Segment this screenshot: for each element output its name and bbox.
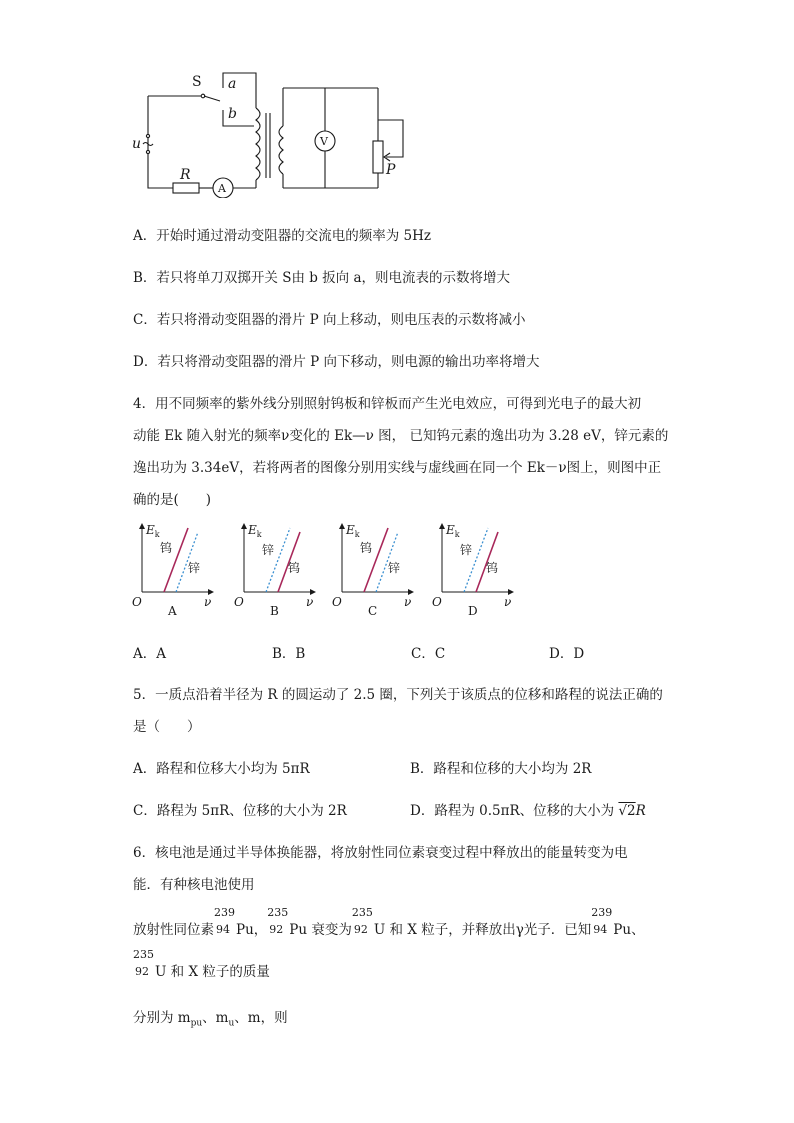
zinc-label: 锌 bbox=[388, 561, 401, 575]
tungsten-solid-line bbox=[364, 528, 388, 592]
q3-option-b[interactable]: B．若只将单刀双掷开关 S由 b 扳向 a，则电流表的示数将增大 bbox=[133, 270, 511, 286]
q6-pu-text: Pu， bbox=[236, 922, 268, 938]
origin-label: O bbox=[234, 595, 244, 609]
isotope-u235-b: 235 92 bbox=[133, 948, 154, 978]
zinc-label: 锌 bbox=[262, 543, 275, 557]
q5-option-d[interactable] bbox=[410, 799, 646, 819]
ek-axis-arrow bbox=[439, 523, 445, 529]
label-a: a bbox=[228, 76, 237, 92]
ek-axis-arrow bbox=[339, 523, 345, 529]
ek-nu-graph-a bbox=[130, 520, 220, 620]
ek-label: $E_k$ bbox=[248, 523, 262, 539]
tungsten-label: 钨 bbox=[160, 541, 173, 555]
nu-label: ν bbox=[204, 595, 212, 609]
q4-option-d[interactable]: D．D bbox=[549, 646, 585, 662]
origin-label: O bbox=[132, 595, 142, 609]
q5-option-a[interactable]: A．路程和位移大小均为 5πR bbox=[133, 761, 310, 777]
origin-label: O bbox=[332, 595, 342, 609]
nu-label: ν bbox=[306, 595, 314, 609]
q5-option-d-sqrt: √2 bbox=[618, 803, 636, 819]
q6-stem-line5 bbox=[133, 1006, 288, 1029]
isotope-u235: 235 92 bbox=[351, 906, 373, 936]
ek-label: $E_k$ bbox=[446, 523, 460, 539]
nu-label: ν bbox=[404, 595, 412, 609]
isotope-pu239-b: 239 94 bbox=[591, 906, 613, 936]
graph-letter: B bbox=[270, 604, 279, 618]
q6-stem-line2: 能．有种核电池使用 bbox=[133, 877, 255, 893]
label-P: P bbox=[386, 162, 396, 178]
q6-l5-sub1: pu bbox=[190, 1018, 203, 1029]
q4-option-c[interactable]: C．C bbox=[411, 646, 446, 662]
q6-l5-pre: 分别为 m bbox=[133, 1010, 191, 1026]
q6-stem-line1: 6．核电池是通过半导体换能器，将放射性同位素衰变过程中释放出的能量转变为电 bbox=[133, 845, 628, 861]
label-S: S bbox=[192, 74, 202, 90]
q4-stem-line3: 逸出功为 3.34eV，若将两者的图像分别用实线与虚线画在同一个 Ek－ν图上，则图中正 bbox=[133, 460, 662, 476]
ek-label: $E_k$ bbox=[346, 523, 360, 539]
q5-option-d-text: D．路程为 0.5πR、位移的大小为 bbox=[410, 803, 619, 819]
q6-pu3-text: Pu、 bbox=[613, 922, 645, 938]
label-u: u bbox=[132, 136, 142, 152]
tungsten-label: 钨 bbox=[486, 561, 499, 575]
q5-stem-line1: 5．一质点沿着半径为 R 的圆运动了 2.5 圈，下列关于该质点的位移和路程的说法正确的 bbox=[133, 687, 663, 703]
ek-label: $E_k$ bbox=[146, 523, 160, 539]
ek-axis-arrow bbox=[241, 523, 247, 529]
q4-option-b[interactable]: B．B bbox=[272, 646, 306, 662]
label-b: b bbox=[228, 106, 237, 122]
zinc-dashed-line bbox=[464, 528, 488, 592]
q4-stem-line2: 动能 Ek 随入射光的频率ν变化的 Ek—ν 图， 已知钨元素的逸出功为 3.28 eV，锌元素的 bbox=[133, 428, 669, 444]
q6-l5-sub2: u bbox=[228, 1018, 235, 1029]
zinc-dashed-line bbox=[266, 528, 290, 592]
zinc-label: 锌 bbox=[188, 561, 201, 575]
isotope-pu239: 239 94 bbox=[214, 906, 235, 936]
q6-u2-text: U 和 X 粒子的质量 bbox=[155, 964, 270, 980]
q6-l5-post: 、m，则 bbox=[234, 1010, 288, 1026]
ek-axis-arrow bbox=[139, 523, 145, 529]
q4-stem-line4: 确的是( ) bbox=[133, 492, 212, 508]
q3-option-d[interactable]: D．若只将滑动变阻器的滑片 P 向下移动，则电源的输出功率将增大 bbox=[133, 354, 540, 370]
transformer-circuit-diagram bbox=[128, 68, 418, 198]
nu-label: ν bbox=[504, 595, 512, 609]
label-A: A bbox=[218, 182, 226, 195]
tungsten-label: 钨 bbox=[288, 561, 301, 575]
tungsten-label: 钨 bbox=[360, 541, 373, 555]
q3-option-c[interactable]: C．若只将滑动变阻器的滑片 P 向上移动，则电压表的示数将减小 bbox=[133, 312, 526, 328]
graph-letter: C bbox=[368, 604, 378, 618]
graph-letter: A bbox=[168, 604, 177, 618]
q6-l5-mid: 、m bbox=[202, 1010, 229, 1026]
tungsten-solid-line bbox=[164, 528, 188, 592]
q6-l3-pre: 放射性同位素 bbox=[133, 922, 214, 938]
q5-option-c[interactable]: C．路程为 5πR、位移的大小为 2R bbox=[133, 803, 347, 819]
q6-stem-line3 bbox=[133, 906, 645, 936]
ek-nu-graph-b bbox=[232, 520, 322, 620]
ek-nu-graph-c bbox=[330, 520, 420, 620]
label-R: R bbox=[180, 167, 191, 183]
q5-option-b[interactable]: B．路程和位移的大小均为 2R bbox=[410, 761, 592, 777]
label-V: V bbox=[320, 135, 328, 148]
q4-stem-line1: 4．用不同频率的紫外线分别照射钨板和锌板而产生光电效应，可得到光电子的最大初 bbox=[133, 396, 642, 412]
origin-label: O bbox=[432, 595, 442, 609]
q5-option-d-r: R bbox=[635, 803, 646, 819]
q6-stem-line4 bbox=[133, 948, 270, 978]
ek-nu-graph-d bbox=[430, 520, 520, 620]
q5-stem-line2: 是（ ） bbox=[133, 719, 201, 735]
q4-option-a[interactable]: A．A bbox=[133, 646, 166, 662]
zinc-label: 锌 bbox=[460, 543, 473, 557]
graph-letter: D bbox=[468, 604, 478, 618]
q6-pu2-text: Pu 衰变为 bbox=[289, 922, 352, 938]
q6-u-text: U 和 X 粒子，并释放出γ光子．已知 bbox=[373, 922, 592, 938]
isotope-pu235: 235 92 bbox=[267, 906, 289, 936]
q3-option-a[interactable]: A．开始时通过滑动变阻器的交流电的频率为 5Hz bbox=[133, 228, 432, 244]
